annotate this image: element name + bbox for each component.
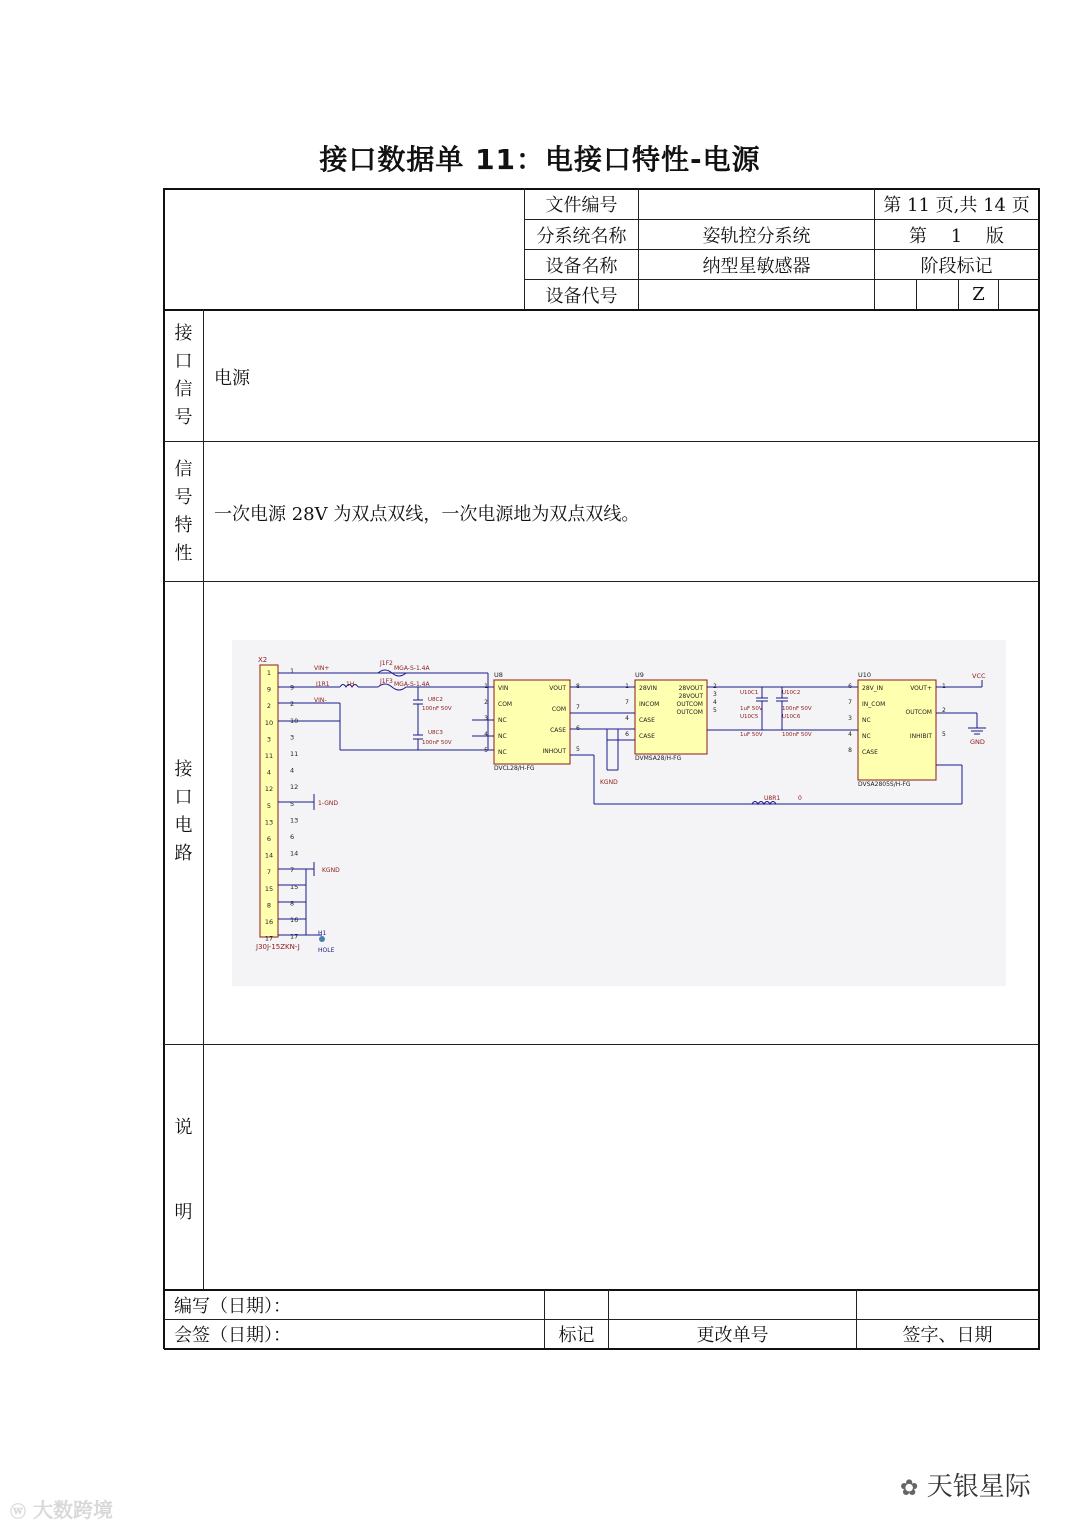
file-no-label: 文件编号 bbox=[545, 195, 618, 216]
u8-pins-left-num: 4 bbox=[484, 731, 488, 738]
u10-pins-right-num: 1 bbox=[942, 683, 946, 690]
device-code-value bbox=[639, 280, 874, 309]
u9-pins-left-num: 4 bbox=[625, 715, 629, 722]
u9-pins-right-num: 3 bbox=[713, 691, 717, 698]
connector-pin-num: 17 bbox=[264, 934, 274, 943]
u8-pins-left-num: 5 bbox=[484, 747, 488, 754]
connector-pin-out: 2 bbox=[290, 700, 295, 709]
c5-val: 1uF 50V bbox=[740, 732, 763, 738]
u10-pins-left-pin: IN_COM bbox=[862, 701, 886, 708]
u10-pins-left-pin: CASE bbox=[862, 749, 878, 756]
net-gnd: GND bbox=[970, 738, 985, 746]
connector-pin-out: 16 bbox=[290, 916, 299, 924]
u10-ref: U10 bbox=[858, 671, 872, 679]
u10-pins-left-num: 6 bbox=[848, 683, 852, 690]
connector-pin-num: 12 bbox=[264, 785, 274, 794]
row-label-signal-characteristics: 信 号 特 性 bbox=[174, 459, 193, 564]
u8-ref: U8 bbox=[494, 671, 503, 679]
u9-pins-right-num: 4 bbox=[713, 699, 717, 706]
u10-pins-left-num: 4 bbox=[848, 731, 852, 738]
u10-pins-left-num: 8 bbox=[848, 747, 852, 754]
watermark-right: ✿ 天银星际 bbox=[900, 1472, 1031, 1502]
hole-ref: H1 bbox=[318, 930, 327, 937]
c5-ref: U10C5 bbox=[740, 714, 759, 720]
u8-pins-right-num: 7 bbox=[576, 704, 580, 711]
u8-pins-left-num: 3 bbox=[484, 715, 488, 722]
row-content-signal-characteristics: 一次电源 28V 为双点双线，一次电源地为双点双线。 bbox=[214, 504, 640, 525]
connector-pin-num: 7 bbox=[266, 868, 272, 877]
connector-pin-out: 17 bbox=[290, 932, 299, 941]
signature-date-label: 签字、日期 bbox=[902, 1325, 993, 1346]
connector-pin-out: 11 bbox=[290, 750, 299, 758]
u9-pins-left-num: 7 bbox=[625, 699, 629, 706]
device-name-value: 纳型星敏感器 bbox=[702, 255, 811, 277]
connector-pin-num: 15 bbox=[264, 884, 274, 893]
connector-pin-out: 4 bbox=[290, 766, 295, 775]
edition-text: 第 1 版 bbox=[909, 225, 1004, 247]
connector-pin-num: 13 bbox=[264, 818, 274, 827]
connector-pin-out: 1 bbox=[290, 667, 295, 675]
fuse2-ref: J1F3 bbox=[380, 678, 393, 685]
connector-ref: X2 bbox=[258, 656, 268, 664]
connector-pin-num: 5 bbox=[266, 801, 272, 810]
power-interface-schematic bbox=[232, 640, 1006, 986]
subsystem-value: 姿轨控分系统 bbox=[702, 225, 811, 247]
u10-pins-left-pin: NC bbox=[862, 717, 871, 724]
u9-pins-right-pin: OUTCOM bbox=[676, 701, 703, 708]
wechat-logo-icon: ✿ bbox=[900, 1476, 919, 1501]
stage-mark-3: Z bbox=[972, 284, 985, 305]
c2-ref: U8C3 bbox=[428, 730, 443, 736]
connector-pin-num: 1 bbox=[266, 669, 272, 677]
connector-pin-num: 2 bbox=[266, 702, 272, 711]
u8-pins-right-num: 8 bbox=[576, 683, 580, 690]
sign-date-label: 会签（日期）： bbox=[174, 1325, 291, 1346]
u8-pins-left-pin: NC bbox=[498, 717, 507, 724]
device-code-label: 设备代号 bbox=[545, 285, 618, 307]
u9-pins-right-num: 2 bbox=[713, 683, 717, 690]
connector-pin-num: 6 bbox=[266, 835, 272, 843]
connector-pin-out: 7 bbox=[290, 866, 295, 875]
fuse2-part: MGA-S-1.4A bbox=[394, 681, 430, 688]
stage-mark-2 bbox=[917, 280, 958, 309]
page-info: 第 11 页,共 14 页 bbox=[883, 195, 1030, 216]
connector-pin-out: 15 bbox=[290, 882, 299, 891]
u10-pins-left-num: 7 bbox=[848, 699, 852, 706]
u8-part: DVCL28/H-FG bbox=[494, 765, 535, 772]
row-label-notes-1: 说 bbox=[174, 1117, 193, 1138]
u9-part: DVMSA28/H-FG bbox=[635, 755, 682, 762]
u9-pins-left-num: 1 bbox=[625, 683, 629, 690]
connector-pin-out: 6 bbox=[290, 833, 295, 841]
net-vcc: VCC bbox=[972, 672, 986, 680]
net-kgnd2: KGND bbox=[600, 779, 618, 786]
connector-pin-num: 4 bbox=[266, 768, 272, 777]
u8-pins-left-pin: COM bbox=[498, 701, 513, 708]
u9-pins-left-num: 6 bbox=[625, 731, 629, 738]
connector-pin-num: 9 bbox=[266, 685, 272, 694]
subsystem-label: 分系统名称 bbox=[536, 225, 627, 247]
connector-pin-out: 13 bbox=[290, 816, 299, 825]
r1-ref: J1R1 bbox=[316, 681, 330, 688]
fuse1-ref: J1F2 bbox=[380, 660, 393, 667]
change-no-label: 更改单号 bbox=[696, 1325, 769, 1346]
c6-ref: U10C6 bbox=[782, 714, 801, 720]
u8-pins-left-pin: NC bbox=[498, 733, 507, 740]
u9-pins-right-pin: 28VOUT bbox=[678, 685, 703, 692]
connector-pin-num: 8 bbox=[266, 901, 272, 910]
connector-part: J30J-15ZKN-J bbox=[256, 943, 300, 951]
c1-val: 100nF 50V bbox=[422, 706, 452, 712]
device-name-label: 设备名称 bbox=[545, 255, 618, 277]
r-bottom-ref: U8R1 bbox=[764, 795, 781, 802]
u8-pins-left-num: 1 bbox=[484, 683, 488, 690]
u9-pins-left-pin: INCOM bbox=[639, 701, 660, 708]
c3-ref: U10C1 bbox=[740, 690, 759, 696]
c4-ref: U10C2 bbox=[782, 690, 801, 696]
u9-ref: U9 bbox=[635, 671, 644, 679]
u8-pins-left-pin: VIN bbox=[498, 685, 509, 692]
connector-pin-num: 11 bbox=[264, 752, 274, 760]
c4-val: 100nF 50V bbox=[782, 706, 812, 712]
u10-pins-right-pin: OUTCOM bbox=[905, 709, 932, 716]
c3-val: 1uF 50V bbox=[740, 706, 763, 712]
watermark-left: ⓦ 大数跨境 bbox=[10, 1498, 113, 1522]
row-label-interface-signal: 接 口 信 号 bbox=[174, 323, 193, 428]
u10-pins-right-num: 2 bbox=[942, 707, 946, 714]
c1-ref: U8C2 bbox=[428, 697, 443, 703]
mark-label: 标记 bbox=[558, 1325, 595, 1346]
u8-pins-right-pin: VOUT bbox=[549, 685, 566, 692]
u10-part: DVSA2805S/H-FG bbox=[858, 781, 911, 788]
u9-pins-right-pin: 28VOUT bbox=[678, 693, 703, 700]
row-label-notes-2: 明 bbox=[174, 1202, 193, 1223]
r1-val: 1H bbox=[346, 681, 355, 688]
u10-pins-left-pin: 28V_IN bbox=[862, 685, 883, 692]
connector-pin-num: 3 bbox=[266, 735, 272, 744]
u10-pins-right-pin: VOUT+ bbox=[910, 685, 932, 692]
c2-val: 100nF 50V bbox=[422, 740, 452, 746]
u8-pins-right-pin: CASE bbox=[550, 727, 566, 734]
u10-pins-left-pin: NC bbox=[862, 733, 871, 740]
file-no-value bbox=[639, 189, 874, 219]
row-label-interface-circuit: 接 口 电 路 bbox=[174, 759, 193, 864]
u8-pins-right-pin: COM bbox=[551, 706, 566, 713]
connector-pin-out: 10 bbox=[290, 716, 299, 725]
u8-pins-right-num: 6 bbox=[576, 725, 580, 732]
connector-pin-out: 9 bbox=[290, 683, 295, 692]
stage-mark-1 bbox=[875, 280, 916, 309]
connector-pin-out: 14 bbox=[290, 849, 299, 858]
u10-pins-left-num: 3 bbox=[848, 715, 852, 722]
connector-pin-out: 8 bbox=[290, 899, 295, 908]
weibo-logo-icon: ⓦ bbox=[10, 1502, 27, 1521]
hole-part: HOLE bbox=[318, 947, 335, 954]
fuse1-part: MGA-S-1.4A bbox=[394, 665, 430, 672]
connector-pin-num: 10 bbox=[264, 718, 274, 727]
connector-pin-num: 16 bbox=[264, 918, 274, 926]
u9-pins-right-pin: OUTCOM bbox=[676, 709, 703, 716]
u9-pins-left-pin: CASE bbox=[639, 733, 655, 740]
stage-label: 阶段标记 bbox=[920, 255, 993, 277]
connector-pin-num: 14 bbox=[264, 851, 274, 860]
row-content-interface-signal: 电源 bbox=[214, 368, 250, 389]
u9-pins-right-num: 5 bbox=[713, 707, 717, 714]
u8-pins-right-num: 5 bbox=[576, 746, 580, 753]
u10-pins-right-num: 5 bbox=[942, 731, 946, 738]
u8-pins-left-pin: NC bbox=[498, 749, 507, 756]
connector-pin-out: 5 bbox=[290, 799, 295, 808]
connector-pin-out: 3 bbox=[290, 733, 295, 742]
u8-pins-right-pin: INHOUT bbox=[542, 748, 566, 755]
page-title: 接口数据单 11：电接口特性-电源 bbox=[319, 143, 761, 176]
r-bottom-val: 0 bbox=[798, 795, 802, 802]
u8-pins-left-num: 2 bbox=[484, 699, 488, 706]
c6-val: 100nF 50V bbox=[782, 732, 812, 738]
write-date-label: 编写（日期）： bbox=[174, 1295, 291, 1317]
u9-pins-left-pin: 28VIN bbox=[639, 685, 657, 692]
net-1gnd: 1-GND bbox=[318, 800, 338, 807]
net-kgnd: KGND bbox=[322, 867, 340, 874]
connector-pin-out: 12 bbox=[290, 783, 299, 792]
u10-pins-right-pin: INHIBIT bbox=[909, 733, 932, 740]
u9-pins-left-pin: CASE bbox=[639, 717, 655, 724]
net-vin-minus: VIN- bbox=[314, 697, 327, 704]
stage-mark-4 bbox=[999, 280, 1038, 309]
net-vin-plus: VIN+ bbox=[314, 665, 330, 672]
